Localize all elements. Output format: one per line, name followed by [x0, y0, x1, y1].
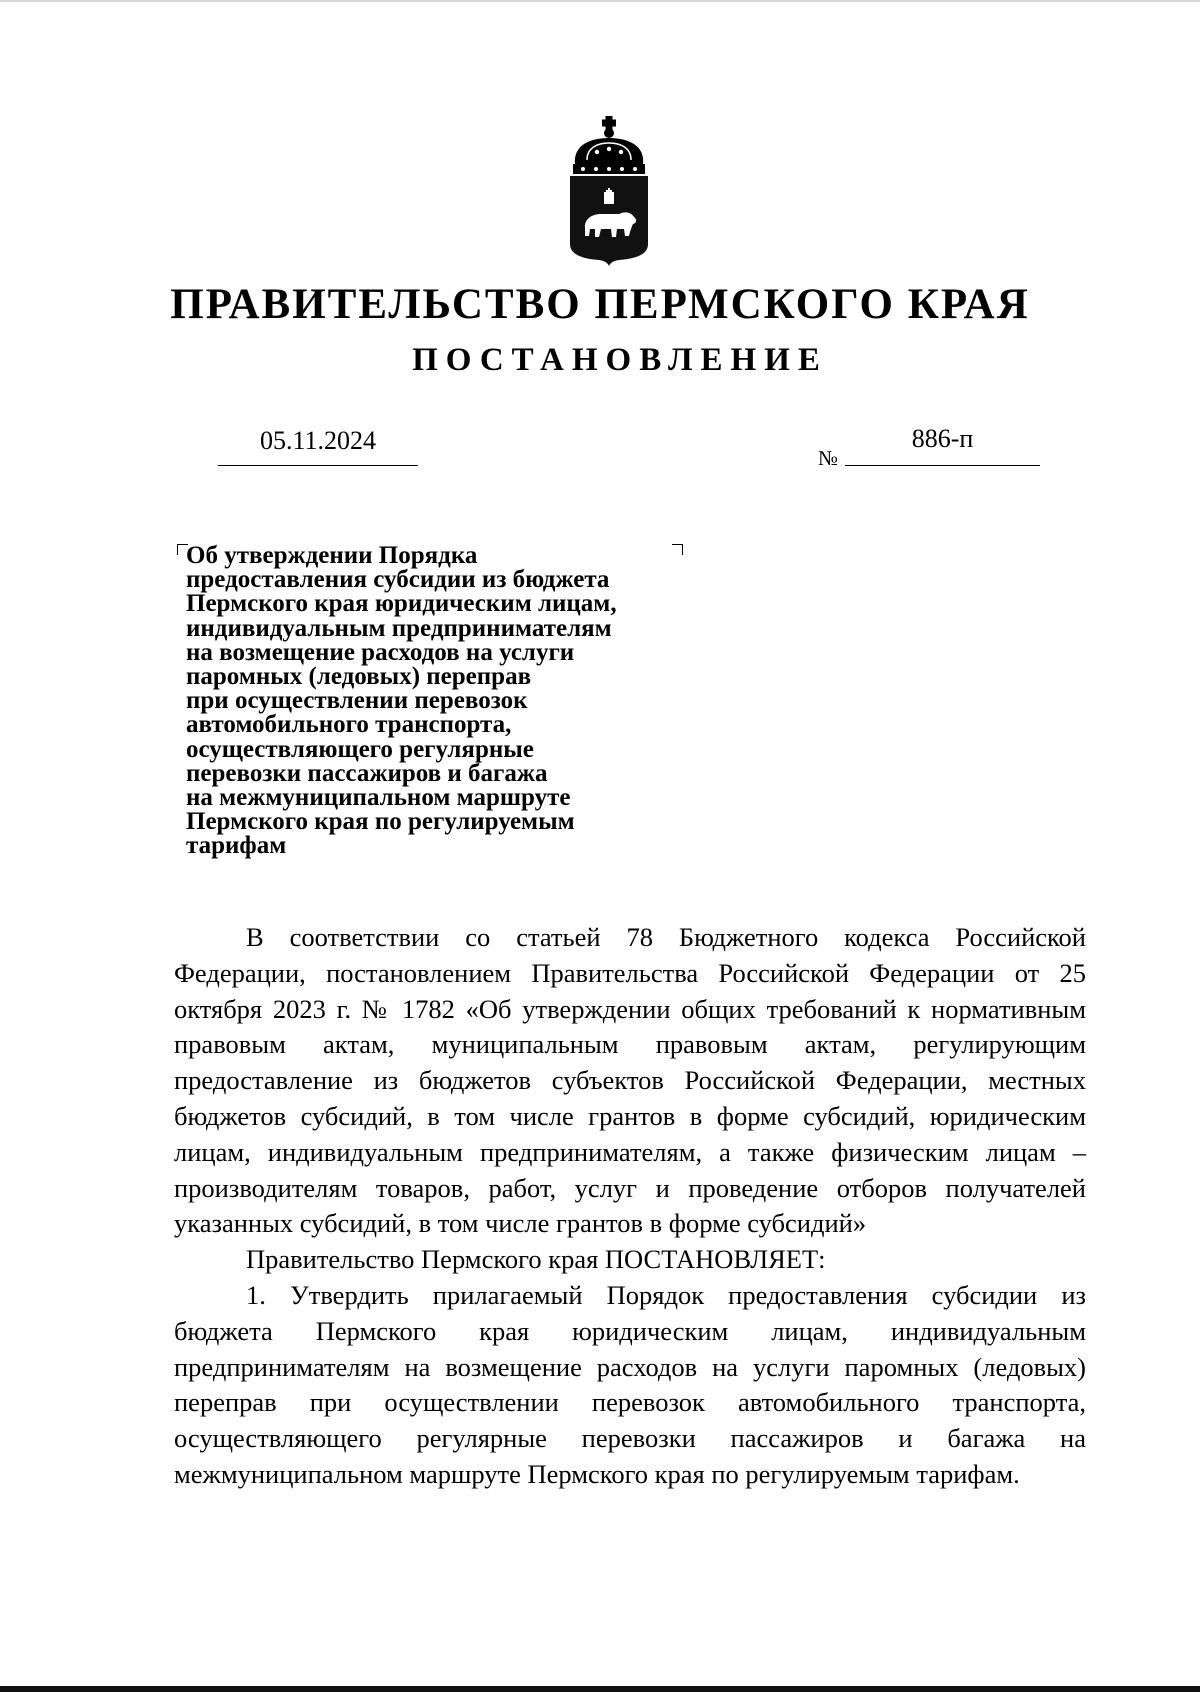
subject-line: индивидуальным предпринимателям [186, 614, 612, 642]
subject-line: Пермского края юридическим лицам, [186, 590, 617, 618]
preamble-paragraph: В соответствии со статьей 78 Бюджетного кодекса Российской Федерации, постановлением Правительства Российской Федерации от 25 октября 2023 г. № 1782 «Об утверждении общих требований к нормативным правовым актам, муниципальным правовым актам, регулирующим предоставление из бюджетов субъектов Российской Федерации, местных бюджетов субсидий, в том числе грантов в форме субсидий, юридическим лицам, индивидуальным предпринимателям, а также физическим лицам – производителям товаров, работ, услуг и проведение отборов получателей указанных субсидий, в том числе грантов в форме субсидий» [174, 922, 1086, 1239]
scan-edge-bottom [0, 1686, 1200, 1692]
document-number: 886-п [911, 424, 974, 453]
document-date: 05.11.2024 [259, 426, 377, 455]
subject-line: при осуществлении перевозок [186, 687, 528, 715]
subject-line: автомобильного транспорта, [186, 711, 512, 739]
document-subject [186, 544, 706, 859]
subject-line: Пермского края по регулируемым [186, 808, 575, 836]
document-body [174, 920, 1086, 1493]
scan-edge-top [0, 0, 1200, 2]
subject-line: паромных (ледовых) переправ [186, 663, 532, 691]
subject-line: перевозки пассажиров и багажа [186, 759, 548, 787]
organization-title: ПРАВИТЕЛЬСТВО ПЕРМСКОГО КРАЯ [170, 281, 1030, 328]
item-1-paragraph: 1. Утвердить прилагаемый Порядок предоставления субсидии из бюджета Пермского края юридическим лицам, индивидуальным предпринимателям на возмещение расходов на услуги паромных (ледовых) переправ при осуществлении перевозок автомобильного транспорта, осуществляющего регулярные перевозки пассажиров и багажа на межмуниципальном маршруте Пермского края по регулируемым тарифам. [174, 1279, 1086, 1489]
date-underline [218, 465, 418, 466]
subject-line: на возмещение расходов на услуги [186, 638, 575, 666]
number-underline [845, 465, 1040, 466]
decree-line: Правительство Пермского края ПОСТАНОВЛЯЕТ: [246, 1244, 826, 1275]
subject-line: тарифам [186, 832, 287, 860]
subject-line: Об утверждении Порядка [186, 542, 478, 569]
perm-krai-coat-of-arms-icon [567, 116, 651, 266]
number-sign: № [818, 446, 839, 470]
subject-line: на межмуниципальном маршруте [186, 784, 571, 812]
subject-line: предоставления субсидии из бюджета [186, 566, 610, 594]
subject-line: осуществляющего регулярные [186, 735, 534, 763]
document-type: ПОСТАНОВЛЕНИЕ [412, 342, 828, 378]
